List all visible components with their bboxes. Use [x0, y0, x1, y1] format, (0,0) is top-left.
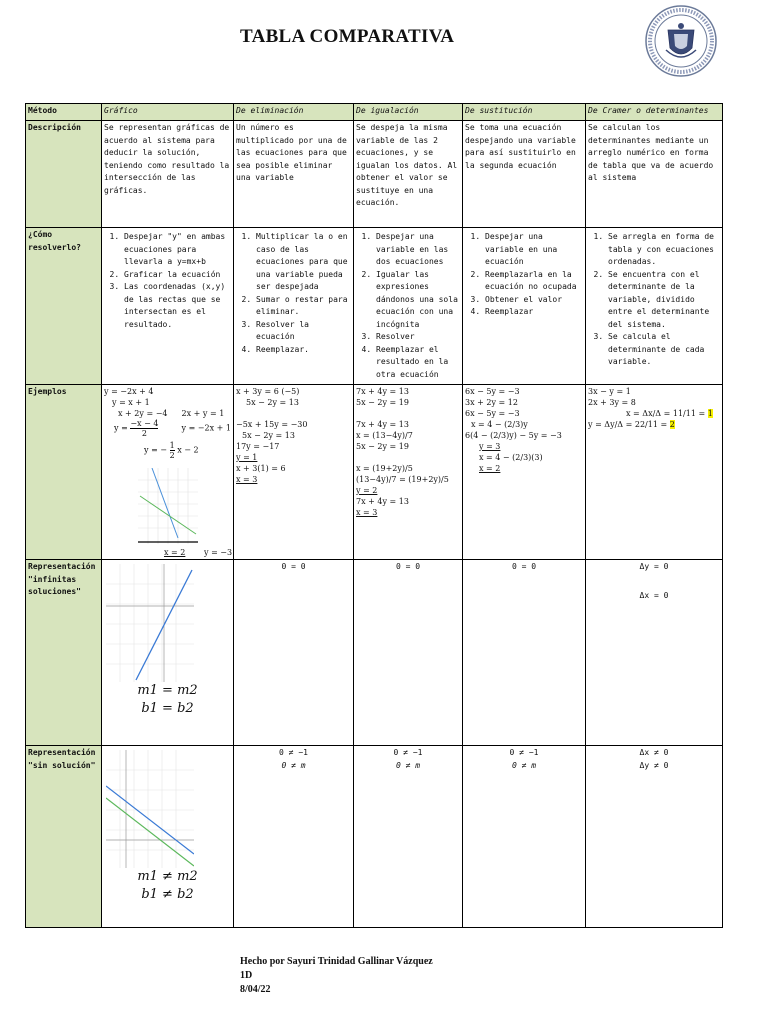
step: 4. Reemplazar. — [256, 344, 351, 357]
sinsolucion-sustitucion — [463, 746, 586, 928]
formula: 0 ≠ −1 — [509, 748, 539, 757]
ejemplo-cramer — [586, 385, 723, 560]
formula: 0 ≠ −1 — [279, 748, 308, 757]
ejemplo-eliminacion — [234, 385, 354, 560]
ejemplo-sustitucion — [463, 385, 586, 560]
date-line: 8/04/22 — [240, 984, 271, 995]
step: 4. Reemplazar — [485, 306, 583, 319]
equation: y = — [114, 423, 128, 433]
equation: x + 2y = −4 — [118, 409, 168, 418]
y-result: y = −3 — [204, 548, 233, 557]
university-seal-logo — [644, 4, 718, 78]
descripcion-grafico: Se representan gráficas de acuerdo al sistema para deducir la solución, teniendo como resultado la intersección de las gráficas. — [102, 121, 234, 228]
header-igualacion: De igualación — [354, 104, 463, 121]
header-grafico: Gráfico — [102, 104, 234, 121]
formula: Δx ≠ 0 — [639, 748, 669, 757]
como-sustitucion — [463, 228, 586, 385]
fraction-denominator: 2 — [141, 429, 147, 438]
header-eliminacion: De eliminación — [234, 104, 354, 121]
author-line: Hecho por Sayuri Trinidad Gallinar Vázquez — [240, 956, 433, 967]
ejemplo-igualacion — [354, 385, 463, 560]
descripcion-cramer: Se calculan los determinantes mediante un arreglo numérico en forma de tabla que va de acuerdo al sistema — [586, 121, 723, 228]
step: 1. Multiplicar la o en caso de las ecuaciones para que una variable pueda ser despejada — [256, 231, 351, 294]
equation: 6x − 5y = −3 — [465, 409, 520, 418]
formula: 0 ≠ m — [281, 760, 306, 770]
formula: 0 ≠ −1 — [393, 748, 423, 757]
infinitas-row — [26, 560, 723, 746]
equation: y = x + 1 — [112, 398, 150, 407]
infinitas-sustitucion: 0 = 0 — [463, 560, 586, 746]
row-label-como: ¿Cómo resolverlo? — [26, 228, 102, 385]
step: 1. Se arregla en forma de tabla y con ecuaciones ordenadas. — [608, 231, 720, 269]
equation: 5x − 2y = 13 — [246, 398, 299, 407]
header-cramer: De Cramer o determinantes — [586, 104, 723, 121]
equation: 6(4 − (2/3)y) − 5y = −3 — [465, 431, 562, 440]
step: 2. Igualar las expresiones dándonos una sola ecuación con una incógnita — [376, 269, 460, 332]
ejemplos-row — [26, 385, 723, 560]
fraction-numerator: −x − 4 — [130, 419, 159, 428]
equation: x − 2 — [177, 445, 199, 455]
equation: x = (19+2y)/5 — [356, 464, 413, 473]
descripcion-row — [26, 121, 723, 228]
step: 3. Se calcula el determinante de cada variable. — [608, 331, 720, 369]
step: 2. Sumar o restar para eliminar. — [256, 294, 351, 319]
sinsolucion-eliminacion — [234, 746, 354, 928]
descripcion-eliminacion: Un número es multiplicado por una de las ecuaciones para que sea posible eliminar una variable — [234, 121, 354, 228]
ejemplo-grafico — [102, 385, 234, 560]
equation: y = −2x + 1 — [181, 423, 231, 433]
x-result: x = 2 — [164, 548, 186, 557]
equation: x = 2 — [479, 464, 501, 473]
equation: 3x − y = 1 — [588, 387, 631, 396]
page-title: TABLA COMPARATIVA — [240, 26, 455, 47]
blank — [236, 408, 351, 419]
header-row — [26, 104, 723, 121]
como-cramer — [586, 228, 723, 385]
group-line: 1D — [240, 970, 253, 981]
como-eliminacion — [234, 228, 354, 385]
equation: 5x − 2y = 13 — [242, 431, 295, 440]
infinitas-grafico — [102, 560, 234, 746]
header-sustitucion: De sustitución — [463, 104, 586, 121]
sinsolucion-row — [26, 746, 723, 928]
formula: m1 = m2 — [137, 683, 198, 698]
equation: x + 3y = 6 (−5) — [236, 387, 300, 396]
intersection-graph — [138, 468, 198, 544]
step: 3. Resolver la ecuación — [256, 319, 351, 344]
equation: x = 3 — [356, 508, 378, 517]
highlighted-result: 1 — [707, 409, 713, 418]
equation: x = 3 — [236, 475, 258, 484]
parallel-coincident-graph — [106, 564, 194, 682]
equation: 6x − 5y = −3 — [465, 387, 520, 396]
equation: 2x + y = 1 — [181, 409, 225, 418]
row-label-ejemplos: Ejemplos — [26, 385, 102, 560]
equation: x + 3(1) = 6 — [236, 464, 286, 473]
equation: y = 1 — [236, 453, 258, 462]
step: 1. Despejar una variable en las dos ecuaciones — [376, 231, 460, 269]
blank — [356, 452, 460, 463]
header-metodo: Método — [26, 104, 102, 121]
infinitas-igualacion: 0 = 0 — [354, 560, 463, 746]
blank — [356, 408, 460, 419]
step: 3. Resolver — [376, 331, 460, 344]
formula: b1 = b2 — [141, 701, 194, 716]
row-label-descripcion: Descripción — [26, 121, 102, 228]
formula: Δx = 0 — [639, 590, 669, 600]
formula: Δy = 0 — [639, 562, 669, 571]
step: 1. Despejar una variable en una ecuación — [485, 231, 583, 269]
equation: 3x + 2y = 12 — [465, 398, 518, 407]
equation: −5x + 15y = −30 — [236, 420, 308, 429]
equation: 7x + 4y = 13 — [356, 420, 409, 429]
parallel-lines-graph — [106, 750, 194, 868]
infinitas-eliminacion: 0 = 0 — [234, 560, 354, 746]
comparison-table — [25, 103, 723, 928]
fraction-numerator: 1 — [169, 441, 175, 450]
formula: 0 ≠ m — [395, 760, 421, 770]
step: 2. Se encuentra con el determinante de la variable, dividido entre el determinante del sistema. — [608, 269, 720, 332]
step: 2. Reemplazarla en la ecuación no ocupada — [485, 269, 583, 294]
equation: 5x − 2y = 19 — [356, 398, 409, 407]
equation: 5x − 2y = 19 — [356, 442, 409, 451]
step: 4. Reemplazar el resultado en la otra ecuación — [376, 344, 460, 382]
equation: x = 4 − (2/3)y — [471, 420, 528, 429]
descripcion-sustitucion: Se toma una ecuación despejando una variable para así sustituirlo en la segunda ecuación — [463, 121, 586, 228]
formula: b1 ≠ b2 — [141, 887, 194, 902]
sinsolucion-grafico — [102, 746, 234, 928]
highlighted-result: 2 — [669, 420, 675, 429]
sinsolucion-igualacion — [354, 746, 463, 928]
equation: x = Δx/Δ = 11/11 = — [626, 409, 706, 418]
equation: x = 4 − (2/3)(3) — [479, 453, 543, 462]
equation: y = Δy/Δ = 22/11 = — [588, 420, 668, 429]
descripcion-igualacion: Se despeja la misma variable de las 2 ecuaciones, y se igualan los datos. Al obtener el valor se sustituye en una ecuación. — [354, 121, 463, 228]
equation: 7x + 4y = 13 — [356, 497, 409, 506]
formula: 0 ≠ m — [511, 760, 537, 770]
step: 1. Despejar "y" en ambas ecuaciones para llevarla a y=mx+b — [124, 231, 231, 269]
fraction-denominator: 2 — [169, 451, 175, 460]
equation: (13−4y)/7 = (19+2y)/5 — [356, 475, 449, 484]
formula: Δy ≠ 0 — [639, 760, 669, 770]
step: 3. Obtener el valor — [485, 294, 583, 307]
equation: x = (13−4y)/7 — [356, 431, 413, 440]
equation: 7x + 4y = 13 — [356, 387, 409, 396]
infinitas-cramer — [586, 560, 723, 746]
footer — [240, 955, 433, 997]
como-row — [26, 228, 723, 385]
equation: 2x + 3y = 8 — [588, 398, 636, 407]
sinsolucion-cramer — [586, 746, 723, 928]
como-igualacion — [354, 228, 463, 385]
equation: y = − — [144, 445, 168, 455]
row-label-sinsolucion: Representación "sin solución" — [26, 746, 102, 928]
row-label-infinitas: Representación "infinitas soluciones" — [26, 560, 102, 746]
equation: y = 3 — [479, 442, 501, 451]
equation: 17y = −17 — [236, 442, 280, 451]
como-grafico — [102, 228, 234, 385]
formula: m1 ≠ m2 — [137, 869, 198, 884]
equation: y = 2 — [356, 486, 378, 495]
equation: y = −2x + 4 — [104, 387, 154, 396]
step: 3. Las coordenadas (x,y) de las rectas que se intersectan es el resultado. — [124, 281, 231, 331]
step: 2. Graficar la ecuación — [124, 269, 231, 282]
